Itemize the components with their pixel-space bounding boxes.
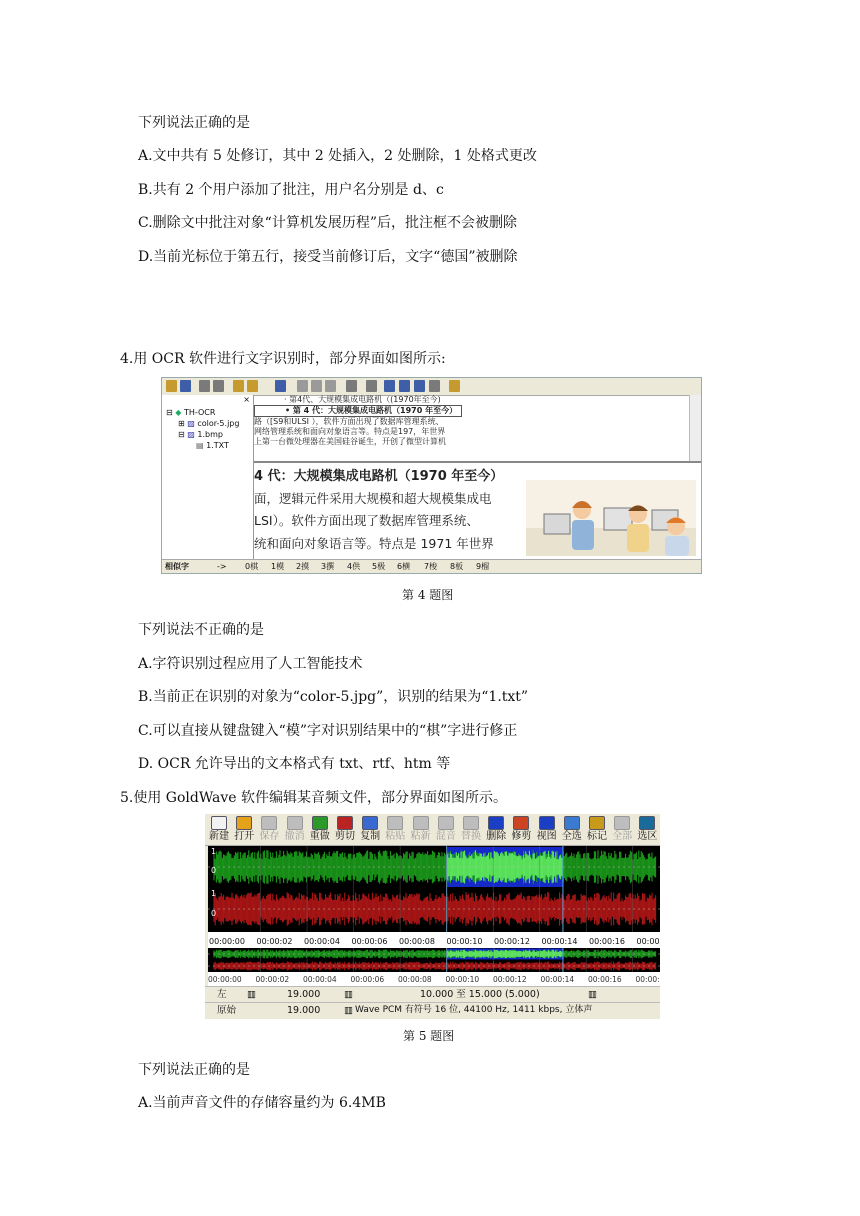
candidate-char[interactable]: 8板 [450, 562, 464, 571]
image-text-line: 统和面向对象语言等。特点是 1971 年世界 [254, 536, 494, 551]
office-illustration [526, 480, 696, 556]
tree-item-color5[interactable]: ⊞ ▨ color-5.jpg [178, 419, 240, 428]
zoom-selection-icon [639, 816, 655, 830]
time-tick-label: 00:00:04 [304, 937, 340, 946]
overview-tick-label: 00:00:10 [445, 975, 480, 984]
status-label: 原始 [217, 1005, 237, 1016]
candidate-char[interactable]: 5极 [372, 562, 386, 571]
overview-tick-label: 00:00:06 [350, 975, 385, 984]
open-icon [236, 816, 252, 830]
time-tick-label: 00:00:16 [589, 937, 625, 946]
close-icon[interactable]: × [243, 395, 250, 404]
candidate-char[interactable]: 0棋 [245, 562, 259, 571]
cut-icon [337, 816, 353, 830]
similar-char-label: 相似字 [165, 562, 189, 571]
q4-option-d: D. OCR 允许导出的文本格式有 txt、rtf、htm 等 [138, 756, 451, 772]
overview-ruler [208, 972, 660, 986]
toolbar-button-label: 粘新 [410, 831, 431, 842]
toolbar-button-zoom-selection[interactable] [635, 816, 659, 844]
q4-prompt: 下列说法不正确的是 [138, 622, 264, 638]
replace-icon [463, 816, 479, 830]
toolbar-button-label: 撤消 [284, 831, 305, 842]
help-icon[interactable] [449, 380, 460, 392]
fit-icon[interactable] [414, 380, 425, 392]
paste-icon [325, 380, 336, 392]
time-tick-label: 00:00:00 [209, 937, 245, 946]
candidate-char[interactable]: 9榴 [476, 562, 490, 571]
show-all-icon [614, 816, 630, 830]
frame-icon[interactable] [429, 380, 440, 392]
copy-icon [362, 816, 378, 830]
status-length: 19.000 [287, 1005, 321, 1016]
q3-prompt: 下列说法正确的是 [138, 115, 250, 131]
status-icon: ▥ [344, 1005, 353, 1016]
scan-icon[interactable] [213, 380, 224, 392]
q5-caption: 第 5 题图 [403, 1029, 455, 1043]
preview-line: 路（[S9和ULSI ），软件方面出现了数据库管理系统、 [254, 417, 444, 426]
q4-option-b: B.当前正在识别的对象为“color-5.jpg”，识别的结果为“1.txt” [138, 689, 529, 705]
save-icon[interactable] [180, 380, 191, 392]
select-all-icon [564, 816, 580, 830]
q3-option-d: D.当前光标位于第五行，接受当前修订后，文字“德国”被删除 [138, 249, 518, 265]
candidate-char[interactable]: 7梭 [424, 562, 438, 571]
toolbar-button-label: 重做 [309, 831, 330, 842]
q5-prompt: 下列说法正确的是 [138, 1062, 250, 1078]
q4-option-a: A.字符识别过程应用了人工智能技术 [138, 656, 363, 672]
image-text-line: 面，逻辑元件采用大规模和超大规模集成电 [254, 491, 492, 506]
toolbar-button-label: 替换 [461, 831, 481, 842]
channel-label: 1 [211, 847, 217, 856]
print-icon[interactable] [199, 380, 210, 392]
redo-icon [312, 816, 328, 830]
acquire-icon[interactable] [233, 380, 244, 392]
preview-line: 网络管理系统和面向对象语言等。特点是197，年世界 [254, 427, 446, 436]
time-tick-label: 00:00:06 [351, 937, 388, 946]
recognize-icon[interactable] [275, 380, 286, 392]
overview-tick-label: 00:00:16 [588, 975, 622, 984]
status-icon: ▥ [588, 989, 597, 1000]
tree-item-txt[interactable]: ▤ 1.TXT [196, 441, 229, 450]
overview-tick-label: 00:00:02 [255, 975, 290, 984]
ocr-source-image [254, 463, 701, 557]
toolbar-button-label: 全部 [612, 831, 633, 842]
ocr-screenshot [161, 377, 702, 574]
candidate-char[interactable]: 6横 [397, 562, 411, 571]
toolbar-button-label: 视图 [536, 831, 557, 842]
candidate-char[interactable]: 2摸 [296, 562, 310, 571]
save-icon [261, 816, 277, 830]
toolbar-button-label: 新建 [209, 831, 229, 842]
image-text-line: 4 代：大规模集成电路机（1970 年至今） [254, 469, 504, 484]
toolbar-button-label: 复制 [360, 831, 381, 842]
time-tick-label: 00:00:08 [399, 937, 435, 946]
candidate-char[interactable]: 4供 [347, 562, 361, 571]
ocr-text-preview[interactable] [254, 395, 689, 461]
similar-char-arrow: -> [217, 562, 227, 571]
new-icon [211, 816, 227, 830]
q3-option-c: C.删除文中批注对象“计算机发展历程”后，批注框不会被删除 [138, 215, 517, 231]
toolbar-button-label: 混音 [435, 831, 456, 842]
ocr-toolbar [162, 378, 701, 396]
candidate-char[interactable]: 1模 [271, 562, 285, 571]
status-selection: 10.000 至 15.000 (5.000) [420, 989, 540, 1000]
preview-line: · 第4代、大规模集成电路机（(1970年至今) [284, 395, 441, 404]
q3-option-a: A.文中共有 5 处修订，其中 2 处插入，2 处删除，1 处格式更改 [138, 148, 537, 164]
tree-item-bmp[interactable]: ⊟ ▨ 1.bmp [178, 430, 223, 439]
status-icon: ▥ [247, 989, 256, 1000]
delete-icon [488, 816, 504, 830]
vertical-scrollbar[interactable] [689, 395, 701, 461]
toolbar-button-label: 全选 [561, 831, 582, 842]
cut-icon [297, 380, 308, 392]
channel-label: 0 [211, 909, 217, 918]
channel-label: 0 [211, 866, 217, 875]
waveform-panel[interactable] [208, 846, 660, 932]
view-icon [539, 816, 555, 830]
status-format: Wave PCM 有符号 16 位, 44100 Hz, 1411 kbps, 立体声 [355, 1005, 593, 1015]
toolbar-button-label: 标记 [587, 831, 607, 842]
copy-icon [311, 380, 322, 392]
toolbar-button-label: 粘贴 [385, 831, 406, 842]
channel-label: 1 [211, 889, 217, 898]
overview-waveform [208, 948, 660, 972]
ocr-file-tree [162, 395, 254, 562]
paste-new-icon [413, 816, 429, 830]
overview-tick-label: 00:00: [635, 975, 660, 984]
zoom-in-icon[interactable] [384, 380, 395, 392]
status-label: 左 [217, 989, 227, 1000]
time-tick-label: 00:00:12 [494, 937, 530, 946]
time-tick-label: 00:00:14 [541, 937, 578, 946]
find-icon[interactable] [366, 380, 377, 392]
goldwave-toolbar [205, 814, 660, 846]
tree-item-label: 1.bmp [197, 430, 223, 439]
time-tick-label: 00:00:10 [446, 937, 483, 946]
toolbar-button-label: 打开 [234, 831, 255, 842]
status-length: 19.000 [287, 989, 321, 1000]
tree-item-label: 1.TXT [206, 441, 229, 450]
undo-icon [287, 816, 303, 830]
overview-tick-label: 00:00:12 [493, 975, 527, 984]
preview-line: 上第一台微处理器在美国硅谷诞生，开创了微型计算机 [254, 437, 446, 446]
status-row-left [205, 986, 660, 1002]
q5-stem: 5.使用 GoldWave 软件编辑某音频文件，部分界面如图所示。 [120, 790, 508, 806]
toolbar-button-label: 选区 [637, 831, 658, 842]
paste-icon [387, 816, 403, 830]
candidate-char[interactable]: 3撰 [321, 562, 335, 571]
q5-option-a: A.当前声音文件的存储容量约为 6.4MB [138, 1095, 386, 1111]
trim-icon [513, 816, 529, 830]
waveform [208, 846, 660, 932]
overview-tick-label: 00:00:00 [208, 975, 242, 984]
q4-option-c: C.可以直接从键盘键入“模”字对识别结果中的“棋”字进行修正 [138, 723, 518, 739]
overview-panel[interactable] [208, 948, 660, 972]
toolbar-button-label: 剪切 [335, 831, 355, 842]
q4-caption: 第 4 题图 [402, 588, 454, 602]
open-icon[interactable] [166, 380, 177, 392]
toolbar-button-label: 修剪 [511, 831, 532, 842]
undo-icon[interactable] [346, 380, 357, 392]
time-tick-label: 00:00 [636, 937, 660, 946]
tree-root-label: TH-OCR [183, 408, 216, 417]
toolbar-button-label: 保存 [259, 831, 280, 842]
tree-item-label: color-5.jpg [197, 419, 240, 428]
overview-tick-label: 00:00:04 [303, 975, 337, 984]
status-row-original [205, 1002, 660, 1018]
zoom-out-icon[interactable] [399, 380, 410, 392]
overview-tick-label: 00:00:08 [398, 975, 432, 984]
status-icon: ▥ [344, 989, 353, 1000]
toolbar-button-label: 删除 [486, 831, 507, 842]
goldwave-screenshot [205, 814, 660, 1019]
q3-option-b: B.共有 2 个用户添加了批注，用户名分别是 d、c [138, 182, 444, 198]
mix-icon [438, 816, 454, 830]
preview-line-current: • 第 4 代：大规模集成电路机（1970 年至今） [254, 405, 462, 417]
image-text-line: LSI）。软件方面出现了数据库管理系统、 [254, 513, 479, 528]
overview-tick-label: 00:00:14 [540, 975, 575, 984]
similar-char-bar [162, 559, 701, 574]
q4-stem: 4.用 OCR 软件进行文字识别时，部分界面如图所示: [120, 351, 446, 367]
marker-icon [589, 816, 605, 830]
tree-root[interactable]: ⊟ ◆ TH-OCR [166, 408, 216, 417]
time-tick-label: 00:00:02 [256, 937, 293, 946]
time-ruler [208, 932, 660, 948]
options-icon[interactable] [247, 380, 258, 392]
